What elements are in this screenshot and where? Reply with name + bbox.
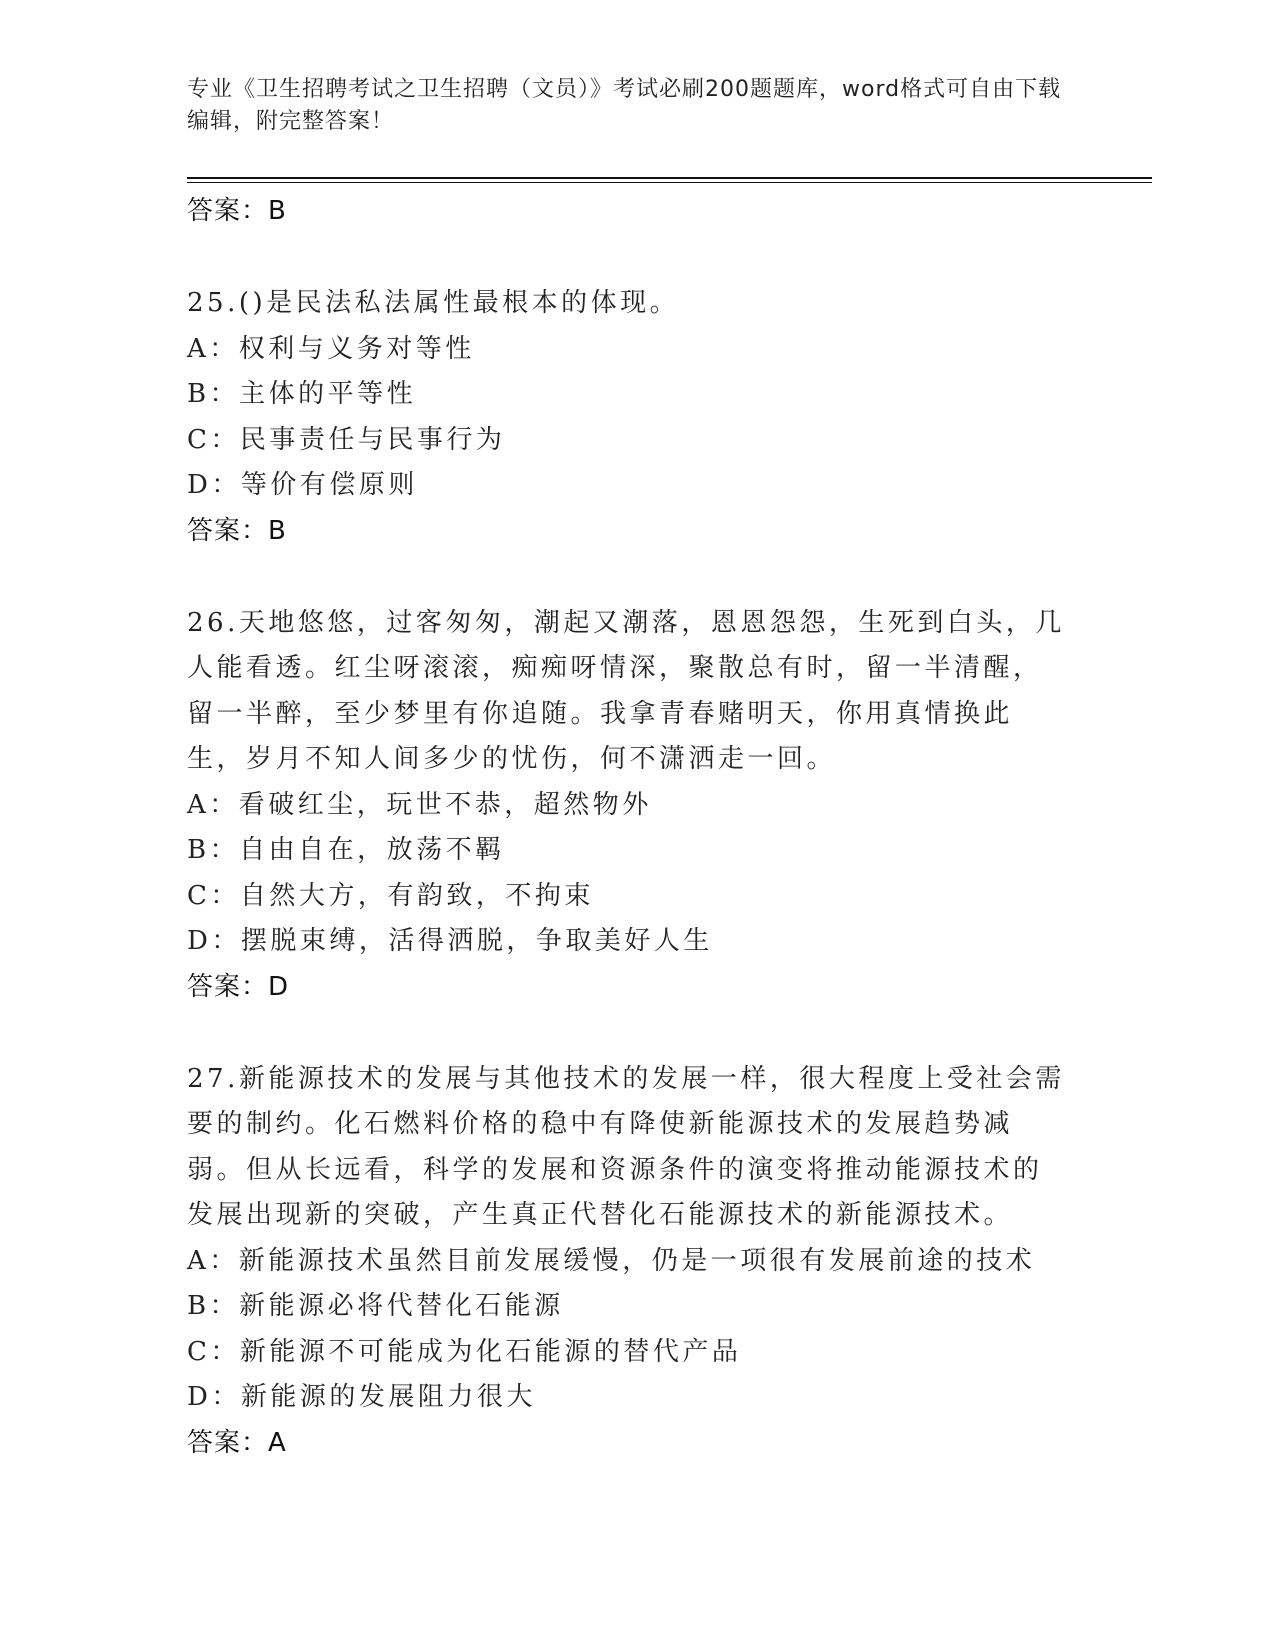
option-d: D：摆脱束缚，活得洒脱，争取美好人生: [187, 926, 713, 956]
option-c: C：民事责任与民事行为: [187, 424, 506, 455]
question-list: [187, 189, 1087, 1465]
option-d: D：新能源的发展阻力很大: [187, 1382, 536, 1412]
previous-answer: 答案：B: [187, 196, 287, 226]
option-a: A：看破红尘，玩世不恭，超然物外: [187, 789, 652, 820]
question-25: [187, 281, 1087, 553]
option-a: A：权利与义务对等性: [187, 333, 475, 364]
answer-label: 答案：A: [187, 1427, 287, 1458]
option-b: B：新能源必将代替化石能源: [187, 1291, 564, 1321]
answer-label: 答案：B: [187, 515, 287, 546]
question-26: [187, 601, 1087, 1009]
option-a: A：新能源技术虽然目前发展缓慢，仍是一项很有发展前途的技术: [187, 1245, 1036, 1276]
page-header: 专业《卫生招聘考试之卫生招聘（文员）》考试必刷200题题库，word格式可自由下载编辑，附完整答案！: [187, 77, 1062, 134]
option-c: C：新能源不可能成为化石能源的替代产品: [187, 1336, 742, 1367]
spacer: [187, 233, 1087, 281]
spacer: [187, 1009, 1087, 1057]
option-c: C：自然大方，有韵致，不拘束: [187, 880, 594, 911]
spacer: [187, 553, 1087, 601]
header-divider-thin: [187, 182, 1152, 183]
option-b: B：自由自在，放荡不羁: [187, 835, 505, 865]
question-27: [187, 1057, 1087, 1465]
option-b: B：主体的平等性: [187, 379, 417, 409]
question-text: 26.天地悠悠，过客匆匆，潮起又潮落，恩恩怨怨，生死到白头，几人能看透。红尘呀滚滚，痴痴呀情深，聚散总有时，留一半清醒，留一半醉，至少梦里有你追随。我拿青春赌明天，你用真情换此生，岁月不知人间多少的忧伤，何不潇洒走一回。: [187, 607, 1065, 774]
question-text: 25.()是民法私法属性最根本的体现。: [187, 288, 680, 318]
header-divider-thick: [187, 177, 1152, 179]
option-d: D：等价有偿原则: [187, 470, 418, 500]
answer-label: 答案：D: [187, 971, 290, 1002]
question-text: 27.新能源技术的发展与其他技术的发展一样，很大程度上受社会需要的制约。化石燃料价格的稳中有降使新能源技术的发展趋势减弱。但从长远看，科学的发展和资源条件的演变将推动能源技术的发展出现新的突破，产生真正代替化石能源技术的新能源技术。: [187, 1063, 1065, 1230]
